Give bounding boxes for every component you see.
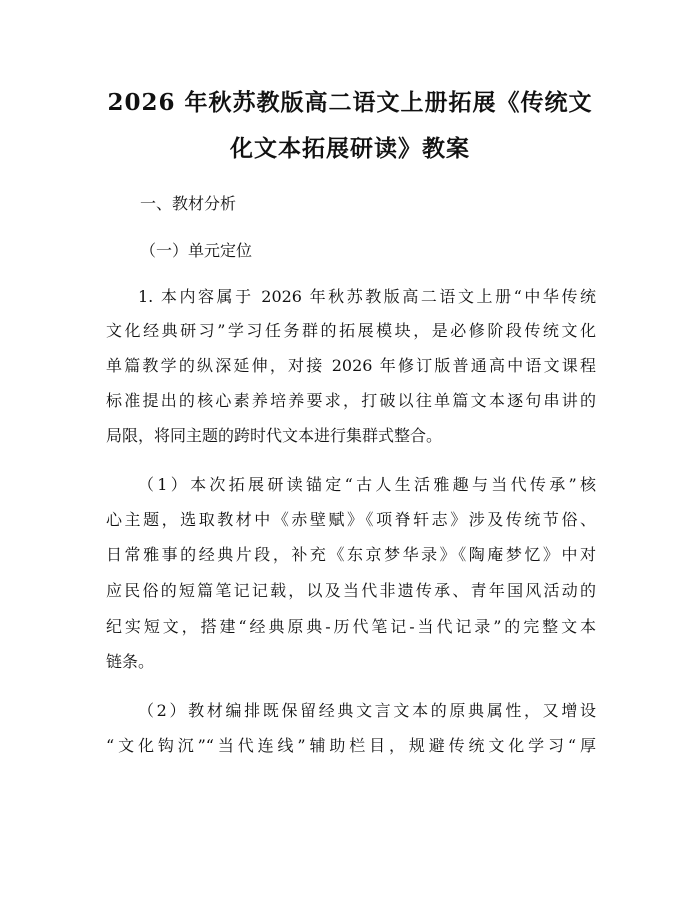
paragraph-1-line: 标准提出的核心素养培养要求，打破以往单篇文本逐句串讲的 — [106, 391, 596, 410]
section-heading: 一、教材分析 — [140, 194, 237, 213]
paragraph-1-line: 1. 本内容属于 2026 年秋苏教版高二语文上册“中华传统 — [138, 287, 596, 306]
paragraph-1-line: 局限，将同主题的跨时代文本进行集群式整合。 — [106, 426, 443, 445]
paragraph-3-line: “文化钩沉”“当代连线”辅助栏目，规避传统文化学习“厚 — [106, 736, 596, 755]
document-title-line-1: 2026 年秋苏教版高二语文上册拓展《传统文 — [107, 89, 593, 116]
paragraph-3-line: （2）教材编排既保留经典文言文本的原典属性，又增设 — [138, 701, 596, 720]
paragraph-2-line: 心主题，选取教材中《赤壁赋》《项脊轩志》涉及传统节俗、 — [106, 510, 596, 529]
paragraph-2-line: 链条。 — [106, 652, 155, 671]
paragraph-2-line: 应民俗的短篇笔记记载，以及当代非遗传承、青年国风活动的 — [106, 581, 596, 600]
subsection-heading: （一）单元定位 — [140, 241, 253, 260]
paragraph-2-line: 日常雅事的经典片段，补充《东京梦华录》《陶庵梦忆》中对 — [106, 545, 596, 564]
document-title-line-2: 化文本拓展研读》教案 — [230, 135, 470, 162]
paragraph-1-line: 单篇教学的纵深延伸，对接 2026 年修订版普通高中语文课程 — [106, 356, 596, 375]
paragraph-2-line: （1）本次拓展研读锚定“古人生活雅趣与当代传承”核 — [138, 475, 596, 494]
paragraph-1-line: 文化经典研习”学习任务群的拓展模块，是必修阶段传统文化 — [106, 321, 596, 340]
paragraph-2-line: 纪实短文，搭建“经典原典-历代笔记-当代记录”的完整文本 — [106, 617, 596, 636]
